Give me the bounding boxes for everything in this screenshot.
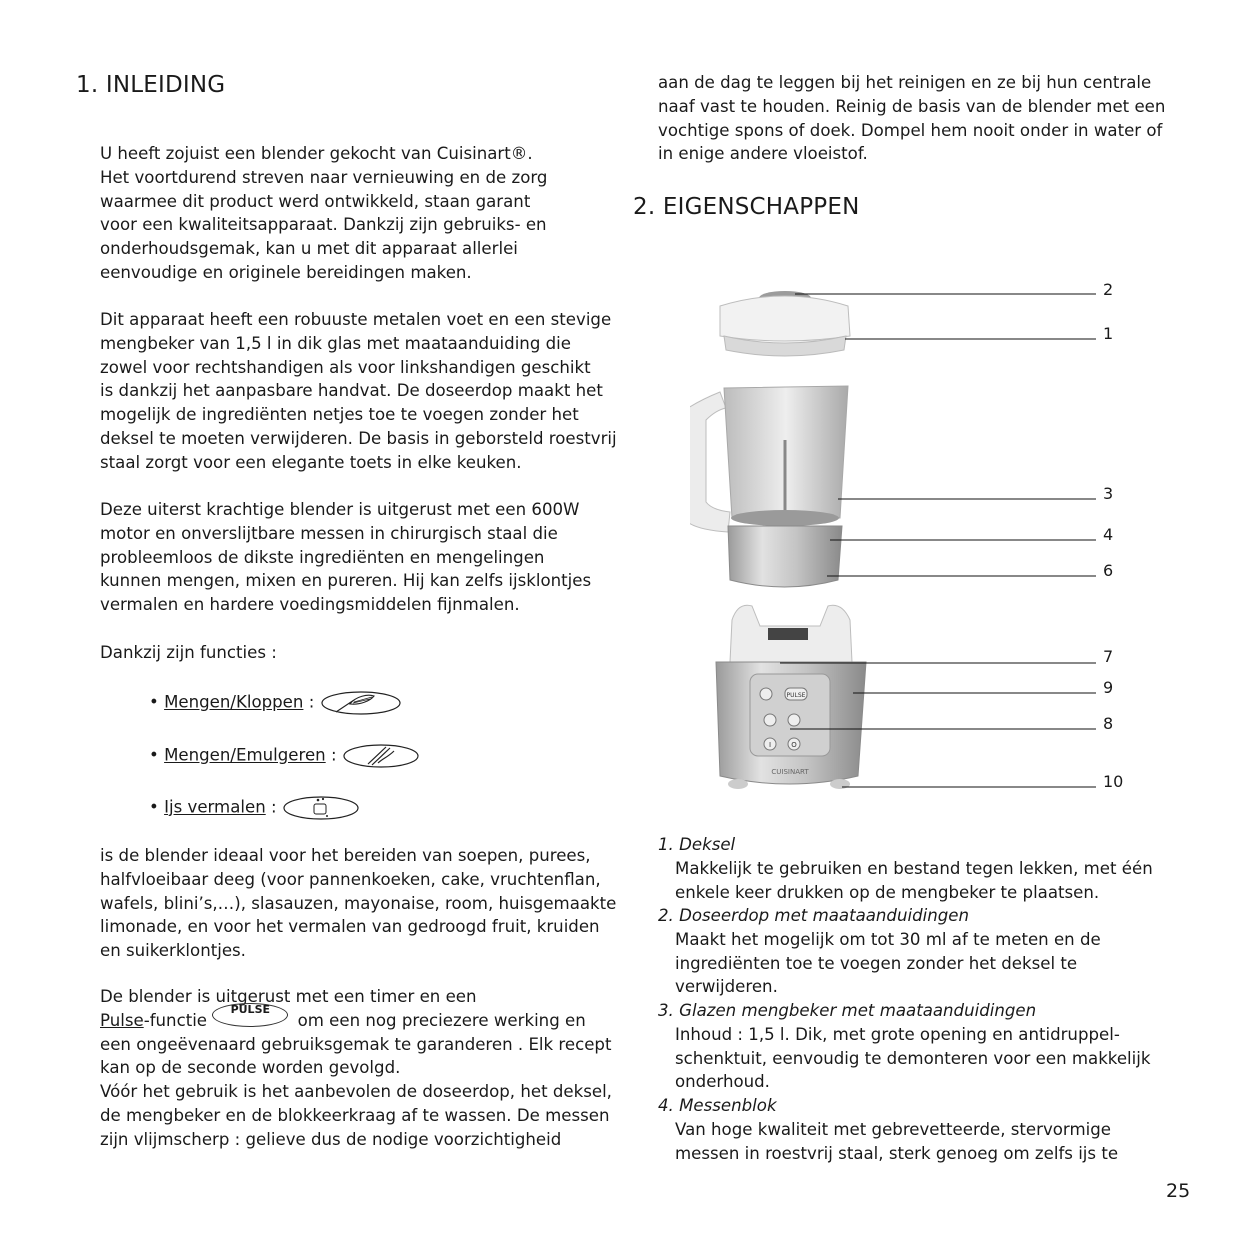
- callout-label: 4: [1103, 525, 1114, 544]
- section-heading-inleiding: 1. INLEIDING: [76, 72, 226, 98]
- continued-paragraph: aan de dag te leggen bij het reinigen en ze bij hun centrale naaf vast te houden. Reinig de basis van de blender met een vochtige spons of doek. Dompel hem nooit onder in water of in enige andere vloeistof.: [658, 73, 1166, 164]
- whisk-icon: [320, 690, 402, 716]
- panel-off-label: O: [791, 741, 797, 749]
- intro-paragraph-3: Deze uiterst krachtige blender is uitgerust met een 600W motor en onverslijtbare messen in chirurgisch staal die probleemloos de dikste ingrediënten en mengelingen kunnen mengen, mixen en pureren. Hij kan zelfs ijsklontjes vermalen en hardere voedingsmiddelen fijnmalen.: [100, 500, 592, 615]
- feature-item-lid: 1. Deksel Makkelijk te gebruiken en bestand tegen lekken, met één enkele keer drukken op de mengbeker te plaatsen.: [658, 835, 1153, 902]
- callout-label: 2: [1103, 280, 1114, 299]
- function-item-mix-whip: • Mengen/Kloppen :: [149, 690, 402, 716]
- jar-drawing: [690, 386, 848, 587]
- functions-intro: Dankzij zijn functies :: [100, 643, 277, 662]
- intro-paragraph-2: Dit apparaat heeft een robuuste metalen voet en een stevige mengbeker van 1,5 l in dik glas met maataanduiding die zowel voor rechtshandigen als voor linkshandigen geschikt is dankzij het aanpasbare handvat. De doseerdop maakt het mogelijk de ingrediënten netjes toe te voegen zonder het deksel te moeten verwijderen. De basis in geborsteld roestvrij staal zorgt voor een elegante toets in elke keuken.: [100, 310, 617, 472]
- function-item-crush-ice: • Ijs vermalen :: [149, 794, 360, 822]
- callout-label: 1: [1103, 324, 1114, 343]
- intro-paragraph-4: is de blender ideaal voor het bereiden van soepen, purees, halfvloeibaar deeg (voor pannenkoeken, cake, vruchtenflan, wafels, blini’s,…), slasauzen, mayonaise, room, huisgemaakte limonade, en voor het vermalen van gedroogd fruit, kruiden en suikerklontjes.: [100, 846, 617, 961]
- callout-label: 8: [1103, 714, 1114, 733]
- function-item-mix-emulsify: • Mengen/Emulgeren :: [149, 743, 420, 769]
- ice-crush-icon: [282, 794, 360, 822]
- intro-paragraph-5: De blender is uitgerust met een timer en een Pulse-functie PULSE om een nog preciezere werking en een ongeëvenaard gebruiksgemak te garanderen . Elk recept kan op de seconde worden gevolgd. Vóór het gebruik is het aanbevolen de doseerdop, het deksel, de mengbeker en de blokkeerkraag af te wassen. De messen zijn vlijmscherp : gelieve dus de nodige voorzichtigheid: [100, 987, 612, 1149]
- callout-label: 7: [1103, 647, 1114, 666]
- blend-icon: [342, 743, 420, 769]
- blender-diagram: [690, 280, 1110, 805]
- callout-label: 9: [1103, 678, 1114, 697]
- panel-on-label: I: [768, 741, 772, 749]
- page-number: 25: [1166, 1180, 1191, 1202]
- callout-label: 3: [1103, 484, 1114, 503]
- callout-label: 10: [1103, 772, 1124, 791]
- section-heading-eigenschappen: 2. EIGENSCHAPPEN: [633, 194, 860, 220]
- brand-logo: CUISINART: [771, 768, 809, 776]
- feature-item-glass-jar: 3. Glazen mengbeker met maataanduidingen Inhoud : 1,5 l. Dik, met grote opening en antidruppel- schenktuit, eenvoudig te demonteren voor een makkelijk onderhoud.: [658, 1001, 1151, 1092]
- panel-pulse-label: PULSE: [786, 692, 806, 699]
- motor-base-drawing: [716, 605, 866, 789]
- feature-item-blade-assembly: 4. Messenblok Van hoge kwaliteit met gebrevetteerde, stervormige messen in roestvrij staal, sterk genoeg om zelfs ijs te: [658, 1096, 1119, 1163]
- pulse-badge-icon: PULSE: [212, 1003, 288, 1027]
- feature-item-measuring-cap: 2. Doseerdop met maataanduidingen Maakt het mogelijk om tot 30 ml af te meten en de ingrediënten toe te voegen zonder het deksel te verwijderen.: [658, 906, 1101, 997]
- lid-drawing: [720, 291, 850, 356]
- intro-paragraph-1: U heeft zojuist een blender gekocht van Cuisinart®. Het voortdurend streven naar vernieuwing en de zorg waarmee dit product werd ontwikkeld, staan garant voor een kwaliteitsapparaat. Dankzij zijn gebruiks- en onderhoudsgemak, kan u met dit apparaat allerlei eenvoudige en originele bereidingen maken.: [100, 144, 548, 282]
- callout-label: 6: [1103, 561, 1114, 580]
